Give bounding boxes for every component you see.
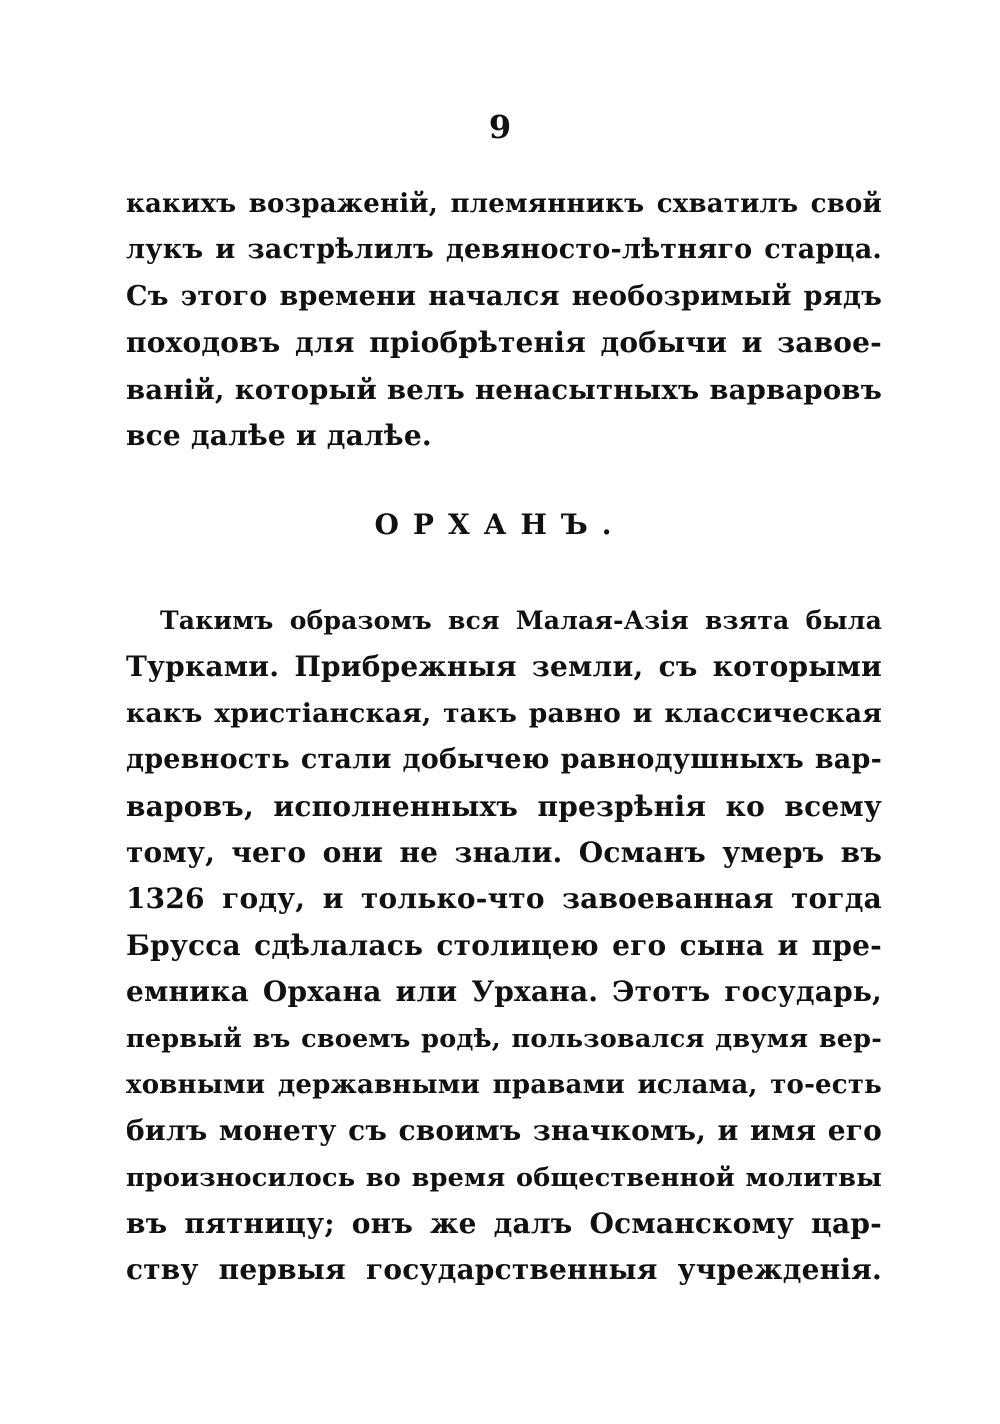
text-line: Бруссa сдѣлалась столицею его сына и пре- — [126, 928, 882, 962]
text-line: въ пятницу; онъ же далъ Османскому цар- — [126, 1207, 882, 1241]
text-line: ховными державными правами ислама, то-есть — [126, 1069, 882, 1100]
text-line: емника Орхана или Урхана. Этотъ государь, — [126, 975, 882, 1009]
text-line: билъ монету съ своимъ значкомъ, и имя его — [126, 1114, 882, 1148]
paragraph-2 — [126, 598, 882, 1294]
text-line: ваній, который велъ ненасытныхъ варваровъ — [126, 373, 882, 406]
text-line: Съ этого времени начался необозримый рядъ — [126, 280, 882, 312]
page-number: 9 — [488, 108, 512, 146]
text-line: Такимъ образомъ вся Малая-Азія взята была — [160, 606, 882, 635]
text-line: варовъ, исполненныхъ презрѣнія ко всему — [126, 789, 882, 823]
text-line: произносилось во время общественной молитвы — [126, 1162, 882, 1193]
text-line: какихъ возраженій, племянникъ схватилъ свой — [126, 189, 882, 219]
text-line: походовъ для пріобрѣтенія добычи и завое- — [126, 326, 882, 360]
text-line: первый въ своемъ родѣ, пользовался двумя вер- — [126, 1023, 882, 1054]
text-line: древность стали добычею равнодушныхъ вар- — [126, 744, 882, 776]
text-line: какъ христіанская, такъ равно и классическая — [126, 697, 882, 729]
text-line: Турками. Прибрежныя земли, съ которыми — [126, 650, 882, 684]
section-heading: ОРХАНЪ. — [374, 508, 626, 541]
text-line: лукъ и застрѣлилъ девяносто-лѣтняго старца. — [126, 234, 882, 266]
paragraph-1 — [126, 181, 882, 459]
text-line: 1326 году, и только-что завоеванная тогда — [126, 882, 882, 916]
text-line: тому, чего они не знали. Османъ умеръ въ — [126, 835, 882, 869]
text-line: все далѣе и далѣе. — [126, 418, 432, 452]
text-line: ству первыя государственныя учрежденія. — [126, 1253, 882, 1287]
